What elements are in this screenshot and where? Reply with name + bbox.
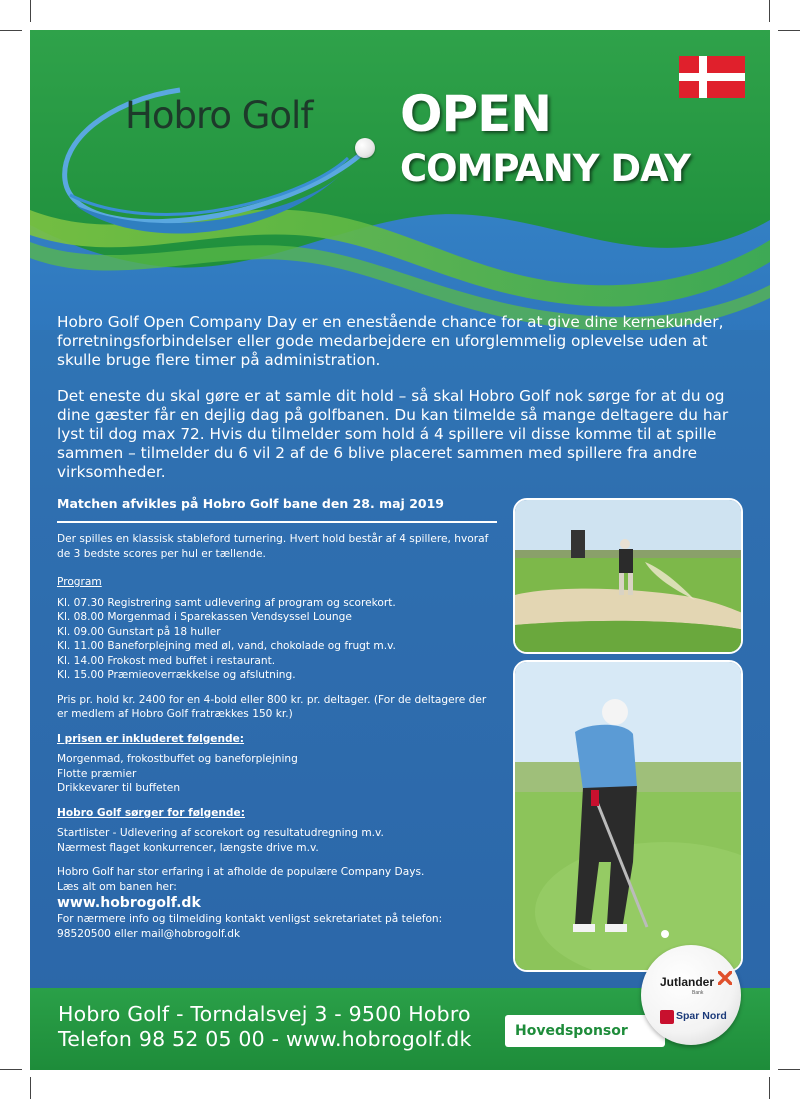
crop-mark [778,1069,800,1070]
contact-text: For nærmere info og tilmelding kontakt venligst sekretariatet på telefon: 98520500 eller mail@hobrogolf.dk [57,913,443,940]
program-item: Kl. 07.30 Registrering samt udlevering af program og scorekort. [57,596,396,609]
logo-text: Hobro Golf [125,94,313,137]
footer-address: Hobro Golf - Torndalsvej 3 - 9500 Hobro [58,1002,471,1026]
spar-nord-icon [660,1010,674,1024]
crop-mark [0,30,22,31]
program-heading: Program [57,576,102,588]
photo-golfer-putting [513,660,743,972]
sponsor-jutlander-sub: Bank [692,990,704,996]
included-heading: I prisen er inkluderet følgende: [57,732,245,745]
flyer-page [30,30,770,1070]
program-item: Kl. 09.00 Gunstart på 18 huller [57,625,221,638]
sponsor-jutlander-logo: Jutlander [660,975,715,989]
footer-contact [58,1002,472,1052]
experience-text: Hobro Golf har stor erfaring i at afholde de populære Company Days. [57,866,425,878]
program-item: Kl. 15.00 Præmieoverrækkelse og afslutning. [57,669,296,681]
crop-mark [0,1069,22,1070]
crop-mark [769,0,770,22]
danish-flag-icon [679,56,745,98]
golf-ball-icon [355,138,375,158]
price-text: Pris pr. hold kr. 2400 for en 4-bold eller 800 kr. pr. deltager. (For de deltagere der er medlem af Hobro Golf fratrækkes 150 kr.) [57,693,487,720]
details-column [57,532,499,941]
provides-item: Startlister - Udlevering af scorekort og resultatudregning m.v. [57,827,384,839]
title-company-day: COMPANY DAY [400,147,691,190]
program-item: Kl. 14.00 Frokost med buffet i restaurant. [57,654,276,667]
crop-mark [769,1077,770,1099]
intro-paragraph-2: Det eneste du skal gøre er at samle dit hold – så skal Hobro Golf nok sørge for at du og dine gæster får en dejlig dag på golfbanen. Du kan tilmelde så mange deltagere du har lyst til dog max 72. Hvis du tilmelder som hold á 4 spillere vil disse komme til at spille sammen – tilmelder du 6 vil 2 af de 6 blive placeret sammen med spillere fra andre virksomheder. [57,387,729,481]
match-description: Der spilles en klassisk stableford turnering. Hvert hold består af 4 spillere, hvoraf de 3 bedste scores per hul er tællende. [57,533,489,560]
read-more-text: Læs alt om banen her: [57,880,177,893]
sponsor-spar-nord-logo: Spar Nord [676,1010,727,1022]
footer-phone-web: Telefon 98 52 05 00 - www.hobrogolf.dk [58,1027,472,1051]
putting-scene [515,662,743,972]
intro-paragraph-1: Hobro Golf Open Company Day er en enestående chance for at give dine kernekunder, forretningsforbindelser eller gode medarbejdere en uforglemmelig oplevelse uden at skulle bruge flere timer på administration. [57,313,724,369]
program-item: Kl. 11.00 Baneforplejning med øl, vand, chokolade og frugt m.v. [57,640,396,652]
included-item: Drikkevarer til buffeten [57,782,181,794]
sponsor-label: Hovedsponsor [505,1015,665,1047]
crop-mark [30,0,31,22]
website-link[interactable]: www.hobrogolf.dk [57,895,201,911]
logo-swoosh [30,30,450,270]
crop-mark [778,30,800,31]
included-item: Flotte præmier [57,767,137,780]
sponsor-golf-ball [641,945,741,1045]
jutlander-x-icon [718,971,732,985]
provides-item: Nærmest flaget konkurrencer, længste drive m.v. [57,841,319,854]
program-item: Kl. 08.00 Morgenmad i Sparekassen Vendsyssel Lounge [57,611,352,623]
intro-text [57,313,747,482]
provides-heading: Hobro Golf sørger for følgende: [57,806,245,819]
title-open: OPEN [400,85,552,143]
match-heading: Matchen afvikles på Hobro Golf bane den 28. maj 2019 [57,496,444,511]
bunker-scene [515,500,743,654]
divider [57,521,497,523]
photo-bunker-shot [513,498,743,654]
included-item: Morgenmad, frokostbuffet og baneforplejning [57,753,298,765]
crop-mark [30,1077,31,1099]
